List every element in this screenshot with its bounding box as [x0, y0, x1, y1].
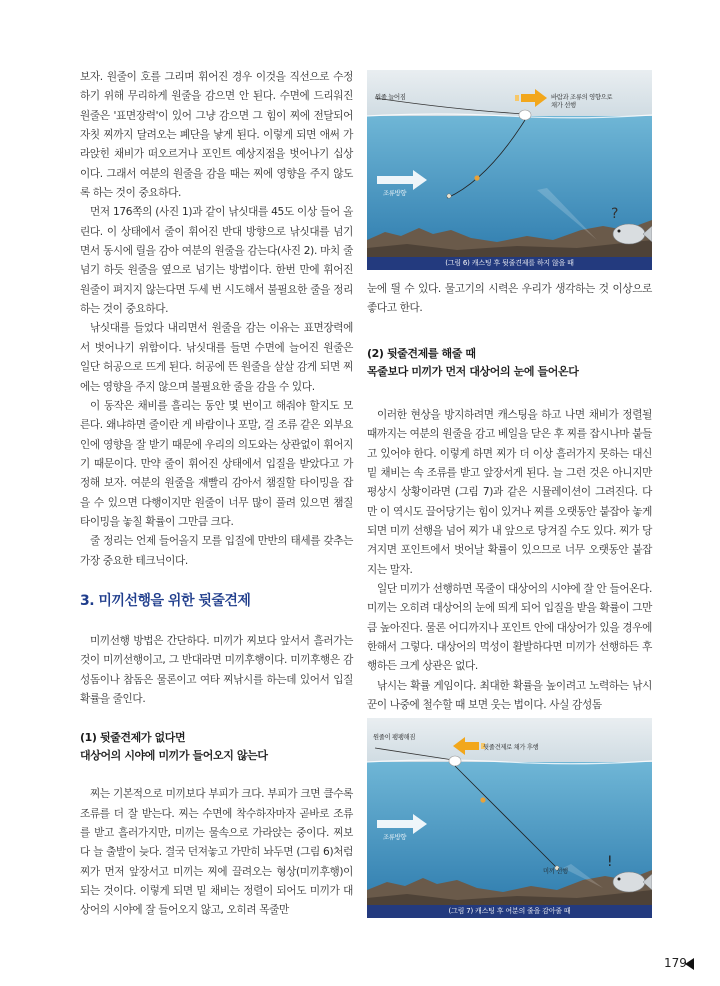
- body-paragraph: 낚싯대를 들었다 내리면서 원줄을 감는 이유는 표면장력에서 벗어나기 위함이다. 낚싯대를 들면 수면에 늘어진 원줄은 일단 허공으로 뜨게 된다. 허공에 뜬 원줄을 살살 감게 되면 찌에는 영향을 주지 않으며 불필요한 줄을 감을 수 있다.: [80, 322, 353, 393]
- body-paragraph: 이 동작은 채비를 흘리는 동안 몇 번이고 해줘야 할지도 모른다. 왜냐하면 줄이란 게 바람이나 포말, 걸 조류 같은 외부요인에 영향을 잘 받기 때문에 우리의 의도와는 상관없이 휘어지기 때문이다. 만약 줄이 휘어진 상태에서 입질을 받았다고 가정해 보자. 여분의 원줄을 재빨리 감아서 챔질할 타이밍을 잡을 수 있으면 다행이지만 원줄이 너무 많이 풀려 있으면 챔질 타이밍을 놓칠 확률이 그만큼 크다.: [80, 399, 353, 528]
- bait-icon: [447, 194, 451, 198]
- float-icon: [519, 110, 531, 120]
- body-paragraph: 찌는 기본적으로 미끼보다 부피가 크다. 부피가 크면 클수록 조류를 더 잘 받는다. 찌는 수면에 착수하자마자 곧바로 조류를 받고 흘러가지만, 미끼는 물속으로 가라앉는 중이다. 찌보다 늘 출발이 늦다. 결국 던져놓고 가만히 놔두면 (그림 6)처럼 찌가 먼저 앞장서고 미끼는 찌에 끌려오는 형상(미끼후행)이 되는 것이다. 이렇게 되면 밑 채비는 정렬이 되어도 미끼가 대상어의 시야에 잘 들어오지 않고, 오히려 목줄만: [80, 788, 353, 917]
- figure-label: 채가 선행: [551, 102, 576, 109]
- figure-label: 조류방향: [383, 190, 407, 197]
- subsection-heading-line: (2) 뒷줄견제를 해줄 때: [367, 346, 476, 360]
- sky: [367, 718, 652, 764]
- question-mark: ?: [611, 206, 619, 222]
- body-paragraph: 보자. 원줄이 호를 그리며 휘어진 경우 이것을 직선으로 수정하기 위해 무리하게 원줄을 감으면 안 된다. 수면에 드리워진 원줄은 '표면장력'이 있어 그냥 감으면 그 힘이 찌에 전달되어 자칫 찌까지 달려오는 폐단을 낳게 된다. 이렇게 되면 애써 가라앉힌 채비가 떠오르거나 포인트 예상지점을 벗어나기 십상이다. 그래서 여분의 원줄을 감을 때는 찌에 영향을 주지 않도록 하는 것이 중요하다.: [80, 71, 353, 200]
- exclamation-mark: !: [607, 854, 613, 870]
- figure-label: 뒷줄견제로 채가 후행: [483, 744, 539, 751]
- subsection-heading-line: 대상어의 시야에 미끼가 들어오지 않는다: [80, 749, 268, 763]
- body-paragraph: 눈에 띌 수 있다. 물고기의 시력은 우리가 생각하는 것 이상으로 좋다고 한다.: [367, 283, 652, 315]
- subsection-heading-line: 목줄보다 미끼가 먼저 대상어의 눈에 들어온다: [367, 364, 579, 378]
- float-icon: [449, 756, 461, 766]
- figure-label: 바람과 조류의 영향으로: [551, 94, 613, 101]
- figure-caption: (그림 6) 캐스팅 후 뒷줄견제를 하지 않을 때: [367, 257, 652, 270]
- subsection-heading: [80, 729, 353, 765]
- sinker-icon: [474, 175, 479, 180]
- right-column-body: [367, 406, 652, 716]
- sinker-icon: [480, 797, 485, 802]
- body-paragraph: 먼저 176쪽의 (사진 1)과 같이 낚싯대를 45도 이상 들어 올린다. 이 상태에서 줄이 휘어진 반대 방향으로 낚싯대를 넘기면서 동시에 릴을 감아 여분의 원줄을 감는다(사진 2). 마치 줄넘기 하듯 원줄을 옆으로 넘기는 방법이다. 한번 만에 휘어진 원줄이 펴지지 않는다면 두세 번 시도해서 불필요한 줄을 정리하는 것이 중요하다.: [80, 206, 353, 316]
- body-paragraph: 낚시는 확률 게임이다. 최대한 확률을 높이려고 노력하는 낚시꾼이 나중에 철수할 때 보면 웃는 법이다. 사실 감성돔: [367, 679, 652, 712]
- figure-7: [367, 718, 652, 918]
- page-number: 179: [664, 956, 687, 970]
- subsection-heading: [367, 345, 652, 381]
- body-paragraph: 일단 미끼가 선행하면 목줄이 대상어의 시야에 잘 안 들어온다. 미끼는 오히려 대상어의 눈에 띄게 되어 입질을 받을 확률이 그만큼 높아진다. 물론 어디까지나 포인트 안에 대상어가 있을 경우에 한해서 그렇다. 대상어의 먹성이 활발하다면 미끼가 선행하든 후행하든 크게 상관은 없다.: [367, 583, 652, 673]
- page-arrow-icon: [685, 958, 694, 970]
- figure-label: 원줄이 팽팽해짐: [373, 734, 416, 741]
- body-paragraph: 미끼선행 방법은 간단하다. 미끼가 찌보다 앞서서 흘러가는 것이 미끼선행이고, 그 반대라면 미끼후행이다. 미끼후행은 감성돔이나 참돔은 물론이고 여타 찌낚시를 하는데 있어서 입질 확률을 줄인다.: [80, 634, 353, 705]
- section-title: 3. 미끼선행을 위한 뒷줄견제: [80, 592, 251, 609]
- figure-label: 미끼 선행: [543, 868, 568, 875]
- body-paragraph: 이러한 현상을 방지하려면 캐스팅을 하고 나면 채비가 정렬될 때까지는 여분의 원줄을 감고 베일을 닫은 후 찌를 잡시나마 붙들고 있어야 한다. 이렇게 하면 찌가 더 이상 흘러가지 못하는 대신 밑 채비는 속 조류를 받고 앞장서게 된다. 늘 그런 것은 아니지만 평상시 상황이라면 (그림 7)과 같은 시뮬레이션이 그려진다. 다만 이 역시도 끌어당기는 힘이 있거나 찌를 오랫동안 붙잡아 놓게 되면 미끼 선행을 넘어 찌가 내 앞으로 당겨질 수도 있다. 찌가 당겨지면 포인트에서 벗어날 확률이 있으므로 너무 오랫동안 붙잡지는 말자.: [367, 409, 652, 576]
- figure-label: 원줄 늘어짐: [375, 94, 406, 101]
- figure-6: [367, 70, 652, 270]
- body-paragraph: 줄 정리는 언제 들어올지 모를 입질에 만반의 태세를 갖추는 가장 중요한 테크닉이다.: [80, 535, 353, 567]
- subsection-heading-line: (1) 뒷줄견제가 없다면: [80, 731, 186, 745]
- figure-label: 조류방향: [383, 834, 407, 841]
- right-column-top: [367, 280, 652, 401]
- left-column: [80, 68, 353, 921]
- figure-caption: (그림 7) 캐스팅 후 여분의 줄을 감아줄 때: [367, 905, 652, 918]
